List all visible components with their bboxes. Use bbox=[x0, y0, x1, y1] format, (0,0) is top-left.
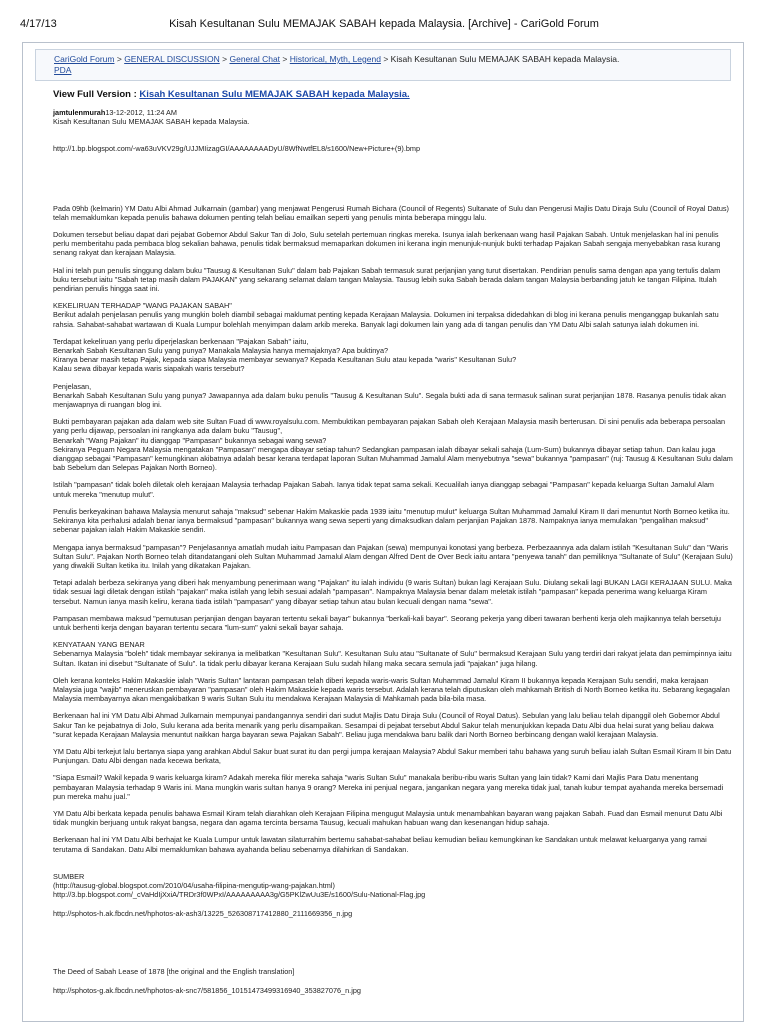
view-full-label: View Full Version : bbox=[53, 89, 137, 100]
deed-title: The Deed of Sabah Lease of 1878 [the original and the English translation] bbox=[53, 966, 295, 976]
print-header bbox=[0, 0, 768, 40]
post-paragraph: Dokumen tersebut beliau dapat dari pejabat Gobernor Abdul Sakur Tan di Jolo, Sulu setelah pertemuan ringkas mereka. Isunya ialah berkenaan wang hasil Pajakan Sabah. Untuk menjelaskan hal ini penulis perlu memberitahu pada pembaca blog sekalian bahawa, penulis tidak bermaksud memaparkan dokumen ini kerana ingin menunjuk-nunjuk bukti terhadap Pajakan Sabah sengaja menyebabkan rasa kurang senang rakyat dan kerajaan Malaysia. bbox=[53, 230, 721, 258]
post-paragraph: Pampasan membawa maksud "pemutusan perjanjian dengan bayaran tertentu sekali bayar" bukannya "berkali-kali bayar". Seorang pekerja yang diberi tawaran berhenti kerja oleh majikannya telah bersetuju untuk berhenti kerja dengan bayaran tertentu secara "lum-sum" yakni sekali bayar sahaja. bbox=[53, 613, 721, 632]
post-paragraph: Penulis berkeyakinan bahawa Malaysia menurut sahaja "maksud" sebenar Hakim Makaskie pada 1939 iaitu "menutup mulut" keluarga Sultan Muhammad Jamalul Kiram II dari menuntut North Borneo ketika itu. Sekiranya kita perhalusi adalah benar ianya bermaksud "pampasan" bukannya wang sewa seperti yang dimaksudkan dalam perjanjian Pajakan 1878. Nampaknya ianya memulakan "pengalihan maksud" sebenar pajakan ialah Hakim Makaskie sendiri. bbox=[53, 506, 730, 535]
post-author: jamtulenmurah bbox=[53, 108, 106, 117]
post-paragraph: YM Datu Albi berkata kepada penulis bahawa Esmail Kiram telah diarahkan oleh Kerajaan Filipina mengugut Malaysia untuk menambahkan bayaran wang pajakan Sabah. Fuad dan Esmail menurut Datu Albi tidak mungkin berjuang untuk rakyat bangsa, negara dan agama tercinta bersama Tausug, kecuali mahukan habuan wang dan kesenangan hidup sahaja. bbox=[53, 808, 723, 828]
post-paragraph: Mengapa ianya bermaksud "pampasan"? Penjelasannya amatlah mudah iaitu Pampasan dan Pajakan (sewa) mempunyai konotasi yang berbeza. Perbezaannya ada dalam istilah "Kesultanan Sulu" dan "Waris Sultan Sulu". Pajakan North Borneo telah ditandatangani oleh Sultan Muhammad Jamalul Alam dengan Alfred Dent de Over Beck iaitu antara "penyewa tanah" dan pemiliknya "Sultanate of Sulu" (Kerajaan Sulu) yang diwakili Sultan ketika itu. Inilah yang dikatakan Pajakan. bbox=[53, 542, 733, 570]
fb-image-url[interactable]: http://sphotos-h.ak.fbcdn.net/hphotos-ak-ash3/13225_526308717412880_2111669356_n.jpg bbox=[53, 909, 353, 919]
post-paragraph: Istilah "pampasan" tidak boleh diletak oleh kerajaan Malaysia terhadap Pajakan Sabah. Ianya tidak tepat sama sekali. Kecualilah ianya dianggap sebagai "Pampasan" kepada keluarga Sultan Jamalul Alam untuk mereka "menutup mulut". bbox=[53, 480, 715, 499]
view-full-version bbox=[53, 89, 743, 100]
breadcrumb-link-general-discussion[interactable]: GENERAL DISCUSSION bbox=[124, 54, 220, 64]
post-paragraph: YM Datu Albi terkejut lalu bertanya siapa yang arahkan Abdul Sakur buat surat itu dan pergi jumpa kerajaan Malaysia? Abdul Sakur memberi tahu bahawa yang suruh beliau ialah Sultan Esmail Kiram II bin Datu Punjungan. Datu Albi dengan nada kecewa berkata, bbox=[53, 746, 732, 766]
post-datetime: 13-12-2012, 11:24 AM bbox=[105, 108, 177, 117]
pda-link[interactable]: PDA bbox=[54, 65, 72, 75]
print-date: 4/17/13 bbox=[20, 18, 57, 30]
post-paragraphs bbox=[53, 204, 733, 854]
breadcrumb bbox=[35, 49, 731, 81]
sumber-label: SUMBER bbox=[53, 871, 85, 881]
post-body bbox=[53, 108, 733, 995]
post-title: Kisah Kesultanan Sulu MEMAJAK SABAH kepada Malaysia. bbox=[53, 117, 250, 127]
post-paragraph: Berkenaan hal ini YM Datu Albi Ahmad Julkarnain mempunyai pandangannya sendiri dari sudut Majlis Datu Diraja Sulu (Council of Royal Datus). Sebulan yang lalu beliau telah dipanggil oleh Gobernor Abdul Sakur Tan ke pejabatnya di Jolo, Sulu kerana ada berita menarik yang perlu disampaikan. Sesampai di pejabat tersebut Abdul Sakur telah menunjukkan kepada Datu Albi dua helai surat yang beliau dakwa "surat kepada Kerajaan Malaysia menuntut naikkan harga bayaran sewa Pajakan Sabah". Beliau juga mendakwa baru balik dari North Borneo berbincang dengan wakil kerajaan Malaysia. bbox=[53, 711, 720, 739]
post-paragraph: Berkenaan hal ini YM Datu Albi berhajat ke Kuala Lumpur untuk lawatan silaturrahim bertemu sahabat-sahabat beliau kemudian beliau kemungkinan ke Sandakan untuk melawat keluarganya yang ramai terutama di Sandakan. Datu Albi memaklumkan bahawa ayahanda beliau sebenarnya dilahirkan di Sandakan. bbox=[53, 835, 707, 854]
post-paragraph: Bukti pembayaran pajakan ada dalam web site Sultan Fuad di www.royalsulu.com. Membuktikan pembayaran pajakan Sabah oleh Kerajaan Malaysia masih berterusan. Di sini penulis ada beberapa persoalan yang perlu dijawap, persoalan ini rangkanya ada dalam buku "Tausug", Benarkah "Wang Pajakan" itu dianggap "Pampasan" bukannya sebagai wang sewa? Sekiranya Peguam Negara Malaysia mengatakan "Pampasan" mengapa dibayar setiap tahun? Sedangkan pampasan ialah dibayar sekali sahaja (Lum-Sum) bukannya dibayar setiap tahun. Dan kalau juga dianggap sebagai "Pampasan" kemungkinan akibatnya adalah besar kerana terdapat laporan Sultan Muhammad Jamalul Alam menyebutnya "sewa" bukannya "pampasan" (ruj: Tausug & Kesultanan Sulu dalam bab Sebelum dan Selepas Pajakan North Borneo). bbox=[53, 417, 733, 473]
breadcrumb-separator: > bbox=[383, 54, 389, 64]
breadcrumb-link-general-chat[interactable]: General Chat bbox=[229, 54, 281, 64]
page-title: Kisah Kesultanan Sulu MEMAJAK SABAH kepada Malaysia. [Archive] - CariGold Forum bbox=[169, 18, 599, 30]
breadcrumb-separator: > bbox=[116, 54, 122, 64]
breadcrumb-separator: > bbox=[222, 54, 228, 64]
post-paragraph: "Siapa Esmail? Wakil kepada 9 waris keluarga kiram? Adakah mereka fikir mereka sahaja "waris Sultan Sulu" manakala beribu-ribu waris Sultan yang lain tidak? Kami dari Majlis Para Datu menentang pembayaran Malaysia terhadap 9 Waris ini. Mana mungkin waris sultan hanya 9 orang? Mereka ini penjual negara, jangankan negara yang mereka tidak jual, tanah kubur tempat ayahanda mereka bersemadi pun mereka mahu jual." bbox=[53, 773, 724, 801]
source-link[interactable]: (http://tausug-global.blogspot.com/2010/04/usaha-filipina-mengutip-wang-pajakan.html) bbox=[53, 880, 335, 890]
fb-image-url[interactable]: http://sphotos-g.ak.fbcdn.net/hphotos-ak-snc7/581856_10151473499316940_353827076_n.jpg bbox=[53, 985, 361, 995]
post-header bbox=[53, 108, 733, 126]
source-link[interactable]: http://3.bp.blogspot.com/_cVaHdIjXxiA/TRDr3f0WPxI/AAAAAAAAA3g/G5PKlZwUu3E/s1600/Sulu-National-Flag.jpg bbox=[53, 890, 426, 900]
sources bbox=[53, 872, 733, 995]
archive-container bbox=[22, 42, 744, 1022]
post-paragraph: Pada 09hb (kelmarin) YM Datu Albi Ahmad Julkarnain (gambar) yang menjawat Pengerusi Rumah Bichara (Council of Regents) Sultanate of Sulu dan Pengerusi Majlis Datu Diraja Sulu (Council of Royal Datus) telah memaklumkan kepada penulis bahawa dokumen penting telah beliau emailkan seperti yang penulis minta beberapa minggu lalu. bbox=[53, 203, 729, 222]
post-paragraph: Hal ini telah pun penulis singgung dalam buku "Tausug & Kesultanan Sulu" dalam bab Pajakan Sabah termasuk surat perjanjian yang turut disertakan. Pendirian penulis sama dengan apa yang tertulis dalam buku tersebut iaitu "Sabah tetap masih dalam PAJAKAN" yang sekarang selamat dalam tangan Malaysia. Tausug lebih suka Sabah berada dalam tangan Malaysia berbanding jatuh ke tangan Filipina. Itulah pendirian penulis hingga saat ini. bbox=[53, 265, 721, 294]
post-paragraph: Tetapi adalah berbeza sekiranya yang diberi hak menyambung penerimaan wang "Pajakan" itu ialah individu (9 waris Sultan) bukan lagi Kerajaan Sulu. Diulang sekali lagi BUKAN LAGI KERAJAAN SULU. Maka tidak sesuai lagi diletak dengan istilah "pajakan" maka istilah yang lebih sesuai adalah "pampasan". Nampaknya Malaysia benar dalam meletak istilah "pampasan" kepada penerima wang keluarga Kiram tersebut. Namun ianya masih keliru, kerana tiada istilah "pampasan" yang dibayar setiap tahun atau bulan kecuali dengan nama "sewa". bbox=[53, 578, 732, 606]
post-paragraph: Terdapat kekeliruan yang perlu diperjelaskan berkenaan "Pajakan Sabah" iaitu, Benarkah Sabah Kesultanan Sulu yang punya? Manakala Malaysia hanya memajaknya? Apa buktinya? Kiranya benar masih tetap Pajak, kepada siapa Malaysia membayar sewanya? Kepada Kesultanan Sulu atau kepada "waris" Kesultanan Sulu? Kalau sewa dibayar kepada waris siapakah waris tersebut? bbox=[53, 336, 517, 374]
breadcrumb-link-historical[interactable]: Historical, Myth, Legend bbox=[289, 54, 381, 64]
view-full-link[interactable]: Kisah Kesultanan Sulu MEMAJAK SABAH kepada Malaysia. bbox=[139, 89, 410, 100]
breadcrumb-separator: > bbox=[282, 54, 288, 64]
post-paragraph: Penjelasan, Benarkah Sabah Kesultanan Sulu yang punya? Jawapannya ada dalam buku penulis "Tausug & Kesultanan Sulu". Segala bukti ada di sana termasuk salinan surat perjanjian 1878. Rasanya penulis tidak akan menjawapnya di ruangan blog ini. bbox=[53, 381, 726, 410]
post-paragraph: KENYATAAN YANG BENAR Sebenarnya Malaysia "boleh" tidak membayar sekiranya ia melibatkan "Kesultanan Sulu". Kesultanan Sulu atau "Sultanate of Sulu" bermaksud Kerajaan Sulu yang terdiri dari rakyat jelata dan pemimpinnya iaitu Sultan. Ikatan ini disebut "Sultanate of Sulu". Ia tidak perlu dibayar kerana Kerajaan Sulu sudah hilang maka secara semula jadi "pajakan" juga hilang. bbox=[53, 640, 732, 668]
post-paragraph: KEKELIRUAN TERHADAP "WANG PAJAKAN SABAH" Berikut adalah penjelasan penulis yang mungkin boleh diambil sebagai maklumat penting kepada Kerajaan Malaysia. Dokumen ini terpaksa didedahkan di blog ini kerana penulis menganggap bukanlah satu rahsia. Sahabat-sahabat wartawan di Kuala Lumpur bolehlah menyimpan dalam arkib mereka. Banyak lagi dokumen lain yang ada di tangan penulis dan YM Datu Albi salah satunya ialah dokumen ini. bbox=[53, 301, 719, 329]
image-url[interactable]: http://1.bp.blogspot.com/-wa63uVKV29g/UJJMIizagGI/AAAAAAAADyU/8WfNwtfEL8/s1600/New+Picture+(9).bmp bbox=[53, 144, 421, 154]
breadcrumb-current: Kisah Kesultanan Sulu MEMAJAK SABAH kepada Malaysia. bbox=[390, 54, 620, 64]
post-paragraph: Oleh kerana konteks Hakim Makaskie ialah "Waris Sultan" lantaran pampasan telah diberi kepada waris-waris Sultan Muhammad Jamalul Kiram II bukannya kepada Kerajaan Sulu sendiri, maka kerajaan Malaysia juga "wajib" meneruskan pembayaran "pampasan" oleh Hakim Makaskie kepada waris tersebut. Adalah kerana telah diputuskan oleh mahkamah British di North Borneo ketika itu. Sebarang kegagalan Malaysia membayarnya akan mengakibatkan 9 waris Sultan Sulu itu mendakwa Kerajaan Malaysia di Mahkamah pada bila-bila masa. bbox=[53, 675, 730, 704]
breadcrumb-link-carigold-forum[interactable]: CariGold Forum bbox=[54, 54, 115, 64]
